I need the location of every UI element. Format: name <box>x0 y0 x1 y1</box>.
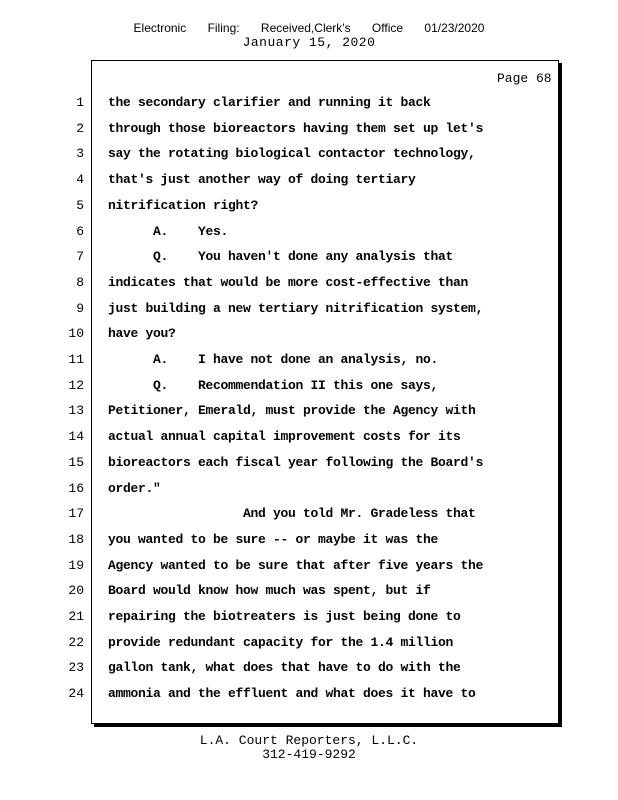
hearing-date: January 15, 2020 <box>242 35 376 50</box>
transcript-line: you wanted to be sure -- or maybe it was the <box>108 531 439 547</box>
transcript-line: ammonia and the effluent and what does it have to <box>108 686 476 702</box>
transcript-line: indicates that would be more cost-effective than <box>108 274 469 290</box>
transcript-line: Board would know how much was spent, but if <box>108 583 431 599</box>
transcript-line: that's just another way of doing tertiary <box>108 172 416 188</box>
line-number: 4 <box>76 172 84 188</box>
line-number: 7 <box>76 249 84 265</box>
line-number: 2 <box>76 120 84 136</box>
page-number: Page 68 <box>497 71 552 86</box>
filing-word-office: Office <box>371 21 404 35</box>
reporter-company: L.A. Court Reporters, L.L.C. <box>199 733 419 748</box>
transcript-line: order." <box>108 480 161 496</box>
line-number: 15 <box>68 454 84 470</box>
line-number: 1 <box>76 95 84 110</box>
line-number: 11 <box>68 352 84 367</box>
line-number: 6 <box>76 223 84 239</box>
transcript-line: And you told Mr. Gradeless that <box>108 506 476 522</box>
transcript-line: nitrification right? <box>108 197 259 213</box>
reporter-phone: 312-419-9292 <box>262 747 356 762</box>
transcript-line: through those bioreactors having them set up let's <box>108 120 484 136</box>
line-number: 12 <box>68 377 84 393</box>
transcript-line: the secondary clarifier and running it back <box>108 95 431 110</box>
transcript-line: A. I have not done an analysis, no. <box>108 352 439 367</box>
line-number: 13 <box>68 403 84 419</box>
line-number: 19 <box>68 557 84 573</box>
transcript-line: provide redundant capacity for the 1.4 million <box>108 634 454 650</box>
transcript-line: Q. You haven't done any analysis that <box>108 249 454 265</box>
transcript-line: Petitioner, Emerald, must provide the Agency with <box>108 403 476 419</box>
transcript-line: actual annual capital improvement costs for its <box>108 429 461 445</box>
filing-word-electronic: Electronic <box>133 21 187 35</box>
transcript-line: say the rotating biological contactor technology, <box>108 146 476 162</box>
transcript-line: just building a new tertiary nitrification system, <box>108 300 484 316</box>
line-number: 21 <box>68 609 84 624</box>
line-number: 20 <box>68 583 84 599</box>
line-number: 10 <box>68 326 84 342</box>
line-number: 8 <box>76 274 84 290</box>
line-number: 3 <box>76 146 84 162</box>
line-number: 24 <box>68 686 84 702</box>
filing-date: 01/23/2020 <box>424 21 485 35</box>
line-number: 18 <box>68 531 84 547</box>
filing-word-filing: Filing: <box>207 21 240 35</box>
filing-stamp <box>0 21 618 35</box>
line-number: 17 <box>68 506 84 522</box>
transcript-line: gallon tank, what does that have to do with the <box>108 660 461 676</box>
transcript-line: have you? <box>108 326 176 342</box>
transcript-line: Agency wanted to be sure that after five years the <box>108 557 484 573</box>
filing-word-received: Received,Clerk's <box>260 21 351 35</box>
line-number: 16 <box>68 480 84 496</box>
line-number: 5 <box>76 197 84 213</box>
line-number: 22 <box>68 634 84 650</box>
transcript-line: repairing the biotreaters is just being done to <box>108 609 461 624</box>
transcript-line: bioreactors each fiscal year following the Board's <box>108 454 484 470</box>
line-number: 9 <box>76 300 84 316</box>
transcript-line: A. Yes. <box>108 223 229 239</box>
line-number: 14 <box>68 429 84 445</box>
transcript-line: Q. Recommendation II this one says, <box>108 377 439 393</box>
line-number: 23 <box>68 660 84 676</box>
